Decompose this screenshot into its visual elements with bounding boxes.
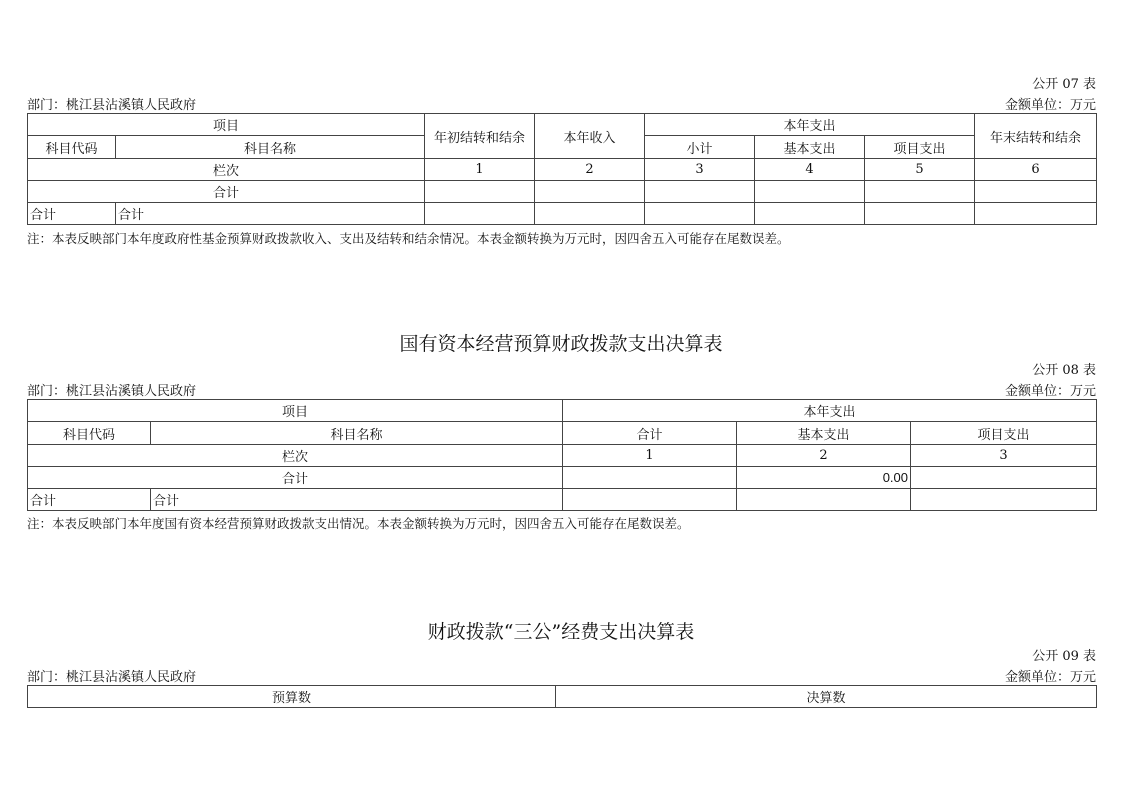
header-begin-balance: 年初结转和结余 — [425, 114, 535, 159]
header-final: 决算数 — [556, 686, 1097, 708]
table07-note: 注：本表反映部门本年度政府性基金预算财政拨款收入、支出及结转和结余情况。本表金额转换为万元时，因四舍五入可能存在尾数误差。 — [27, 231, 790, 246]
column-number-label: 栏次 — [28, 159, 425, 181]
table07-department: 部门：桃江县沾溪镇人民政府 — [27, 98, 197, 113]
header-expense: 本年支出 — [645, 114, 975, 136]
table08-code: 公开 08 表 — [1032, 363, 1096, 378]
table07-code: 公开 07 表 — [1032, 77, 1096, 92]
row-code: 合计 — [28, 203, 116, 225]
table08-title: 国有资本经营预算财政拨款支出决算表 — [399, 333, 723, 355]
header-total: 合计 — [563, 422, 737, 445]
header-project: 项目支出 — [911, 422, 1097, 445]
header-subject-code: 科目代码 — [28, 422, 151, 445]
header-subject-code: 科目代码 — [28, 136, 116, 159]
table09-title: 财政拨款“三公”经费支出决算表 — [427, 621, 695, 643]
row-code: 合计 — [28, 489, 151, 511]
column-number: 3 — [911, 445, 1097, 467]
column-number: 4 — [755, 159, 865, 181]
header-basic: 基本支出 — [755, 136, 865, 159]
cell — [535, 181, 645, 203]
table-row — [28, 203, 1097, 225]
header-subtotal: 小计 — [645, 136, 755, 159]
table08-department: 部门：桃江县沾溪镇人民政府 — [27, 384, 197, 399]
table08 — [27, 399, 1097, 511]
total-basic-value: 0.00 — [737, 467, 911, 489]
cell — [563, 467, 737, 489]
table09-code: 公开 09 表 — [1032, 649, 1096, 664]
column-number-row — [28, 445, 1097, 467]
column-number: 1 — [563, 445, 737, 467]
column-number: 1 — [425, 159, 535, 181]
header-item: 项目 — [28, 114, 425, 136]
header-subject-name: 科目名称 — [151, 422, 563, 445]
table09-unit: 金额单位：万元 — [1004, 670, 1096, 685]
row-name: 合计 — [151, 489, 563, 511]
cell — [975, 181, 1097, 203]
cell — [535, 203, 645, 225]
total-label: 合计 — [28, 467, 563, 489]
table08-note: 注：本表反映部门本年度国有资本经营预算财政拨款支出情况。本表金额转换为万元时，因四舍五入可能存在尾数误差。 — [27, 516, 690, 531]
table07 — [27, 113, 1097, 225]
column-number: 5 — [865, 159, 975, 181]
cell — [645, 203, 755, 225]
cell — [975, 203, 1097, 225]
cell — [755, 181, 865, 203]
total-row — [28, 467, 1097, 489]
column-number-label: 栏次 — [28, 445, 563, 467]
cell — [865, 181, 975, 203]
total-label: 合计 — [28, 181, 425, 203]
header-item: 项目 — [28, 400, 563, 422]
total-row — [28, 181, 1097, 203]
column-number: 3 — [645, 159, 755, 181]
cell — [563, 489, 737, 511]
column-number-row — [28, 159, 1097, 181]
row-name: 合计 — [116, 203, 425, 225]
table08-unit: 金额单位：万元 — [1004, 384, 1096, 399]
header-end-balance: 年末结转和结余 — [975, 114, 1097, 159]
table09-department: 部门：桃江县沾溪镇人民政府 — [27, 670, 197, 685]
column-number: 2 — [535, 159, 645, 181]
cell — [911, 489, 1097, 511]
table07-unit: 金额单位：万元 — [1004, 98, 1096, 113]
header-project: 项目支出 — [865, 136, 975, 159]
cell — [645, 181, 755, 203]
cell — [425, 203, 535, 225]
cell — [425, 181, 535, 203]
table-row — [28, 489, 1097, 511]
header-income: 本年收入 — [535, 114, 645, 159]
cell — [911, 467, 1097, 489]
header-budget: 预算数 — [28, 686, 556, 708]
column-number: 2 — [737, 445, 911, 467]
cell — [737, 489, 911, 511]
cell — [865, 203, 975, 225]
header-expense: 本年支出 — [563, 400, 1097, 422]
header-subject-name: 科目名称 — [116, 136, 425, 159]
table09 — [27, 685, 1097, 708]
column-number: 6 — [975, 159, 1097, 181]
cell — [755, 203, 865, 225]
header-basic: 基本支出 — [737, 422, 911, 445]
